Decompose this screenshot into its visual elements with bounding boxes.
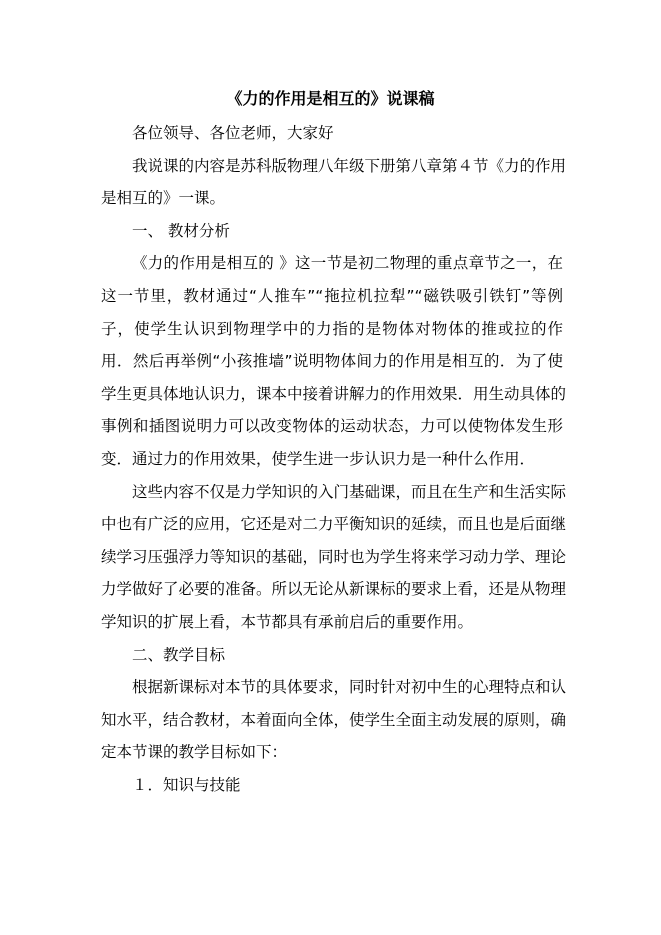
paragraph-line: 中也有广泛的应用，它还是对二力平衡知识的延续，而且也是后面继 [101,515,567,534]
paragraph-line: 续学习压强浮力等知识的基础，同时也为学生将来学习动力学、理论 [101,547,567,566]
document-title: 《力的作用是相互的》说课稿 [226,89,435,108]
paragraph-line: 这一节里，教材通过“人推车”“拖拉机拉犁”“磁铁吸引铁钉”等例 [101,286,563,305]
textbook-analysis-paragraph-2 [101,476,567,639]
paragraph-line: 《力的作用是相互的 》这一节是初二物理的重点章节之一，在 [132,254,563,273]
paragraph-line: 子，使学生认识到物理学中的力指的是物体对物体的推或拉的作 [101,319,563,338]
section-heading-teaching-goals: 二、教学目标 [132,645,226,664]
paragraph-line: 这些内容不仅是力学知识的入门基础课，而且在生产和生活实际 [132,482,567,501]
textbook-analysis-paragraph-1 [101,247,567,475]
greeting: 各位领导、各位老师，大家好 [132,124,334,142]
paragraph-line: 变．通过力的作用效果，使学生进一步认识力是一种什么作用． [101,449,536,468]
section-heading-textbook-analysis: 一、 教材分析 [132,221,230,240]
intro-line: 我说课的内容是苏科版物理八年级下册第八章第４节《力的作用 [132,156,567,175]
paragraph-line: 定本节课的教学目标如下： [101,743,288,762]
paragraph-line: 根据新课标对本节的具体要求，同时针对初中生的心理特点和认 [132,678,567,697]
teaching-goals-paragraph [101,671,567,769]
paragraph-line: 学生更具体地认识力，课本中接着讲解力的作用效果．用生动具体的 [101,384,567,403]
paragraph-line: 力学做好了必要的准备。所以无论从新课标的要求上看，还是从物理 [101,580,567,599]
paragraph-line: 事例和插图说明力可以改变物体的运动状态，力可以使物体发生形 [101,417,563,436]
subheading-knowledge-skills: １．知识与技能 [132,775,241,794]
intro-line: 是相互的》一课。 [101,189,226,208]
intro-paragraph [101,150,567,215]
paragraph-line: 用．然后再举例“小孩推墙”说明物体间力的作用是相互的．为了使 [101,352,563,371]
paragraph-line: 知水平，结合教材，本着面向全体，使学生全面主动发展的原则，确 [101,710,567,729]
document-body [101,117,567,801]
paragraph-line: 学知识的扩展上看，本节都具有承前启后的重要作用。 [101,612,474,631]
